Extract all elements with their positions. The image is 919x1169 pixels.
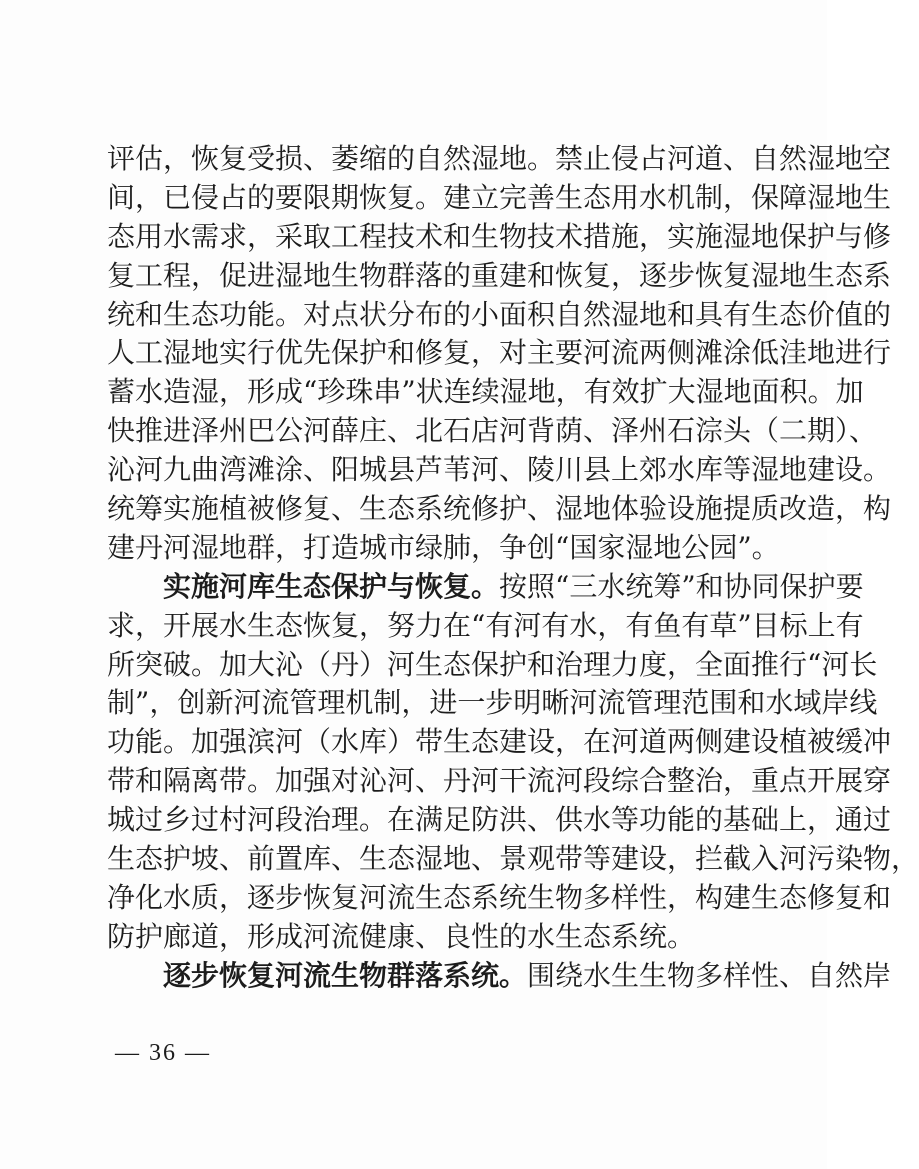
text-line bbox=[107, 451, 892, 490]
line-text: 复工程，促进湿地生物群落的重建和恢复，逐步恢复湿地生态系 bbox=[107, 258, 892, 292]
line-text: 态用水需求，采取工程技术和生物技术措施，实施湿地保护与修 bbox=[107, 219, 892, 253]
text-line bbox=[107, 918, 729, 957]
line-text: 城过乡过村河段治理。在满足防洪、供水等功能的基础上，通过 bbox=[107, 803, 892, 837]
paragraph bbox=[107, 140, 892, 568]
line-text: 统筹实施植被修复、生态系统修护、湿地体验设施提质改造，构 bbox=[107, 492, 892, 526]
text-line bbox=[107, 529, 780, 568]
line-text: 统和生态功能。对点状分布的小面积自然湿地和具有生态价值的 bbox=[107, 297, 892, 331]
text-line bbox=[107, 762, 892, 801]
line-text: 净化水质，逐步恢复河流生态系统生物多样性，构建生态修复和 bbox=[107, 880, 892, 914]
line-text: 人工湿地实行优先保护和修复，对主要河流两侧滩涂低洼地进行 bbox=[107, 336, 892, 370]
text-line bbox=[107, 568, 864, 607]
line-text: 评估，恢复受损、萎缩的自然湿地。禁止侵占河道、自然湿地空 bbox=[107, 142, 892, 175]
text-line bbox=[107, 801, 892, 840]
line-text: 求，开展水生态恢复，努力在“有河有水，有鱼有草”目标上有 bbox=[107, 608, 864, 642]
line-text: 功能。加强滨河（水库）带生态建设，在河道两侧建设植被缓冲 bbox=[107, 725, 892, 759]
line-text: 防护廊道，形成河流健康、良性的水生态系统。 bbox=[107, 919, 696, 953]
page-number: — 36 — bbox=[115, 1040, 211, 1066]
text-line bbox=[107, 957, 892, 996]
text-line bbox=[107, 296, 892, 335]
body-text bbox=[107, 140, 919, 996]
line-text: 围绕水生生物多样性、自然岸 bbox=[527, 958, 892, 992]
line-text: 按照“三水统筹”和协同保护要 bbox=[499, 569, 864, 603]
text-line bbox=[107, 723, 892, 762]
bold-heading: 实施河库生态保护与恢复。 bbox=[163, 569, 500, 603]
text-line bbox=[107, 607, 864, 646]
line-text: 间，已侵占的要限期恢复。建立完善生态用水机制，保障湿地生 bbox=[107, 180, 892, 214]
line-text: 快推进泽州巴公河薛庄、北石店河背荫、泽州石淙头（二期）、 bbox=[107, 414, 878, 448]
text-line bbox=[107, 840, 919, 879]
bold-heading: 逐步恢复河流生物群落系统。 bbox=[163, 958, 528, 992]
text-line bbox=[107, 684, 878, 723]
text-line bbox=[107, 179, 892, 218]
text-line bbox=[107, 879, 892, 918]
text-line bbox=[107, 140, 892, 179]
text-line bbox=[107, 257, 892, 296]
line-text: 沁河九曲湾滩涂、阳城县芦苇河、陵川县上郊水库等湿地建设。 bbox=[107, 453, 892, 487]
text-line bbox=[107, 218, 892, 257]
line-text: 蓄水造湿，形成“珍珠串”状连续湿地，有效扩大湿地面积。加 bbox=[107, 375, 864, 409]
line-text: 带和隔离带。加强对沁河、丹河干流河段综合整治，重点开展穿 bbox=[107, 764, 892, 798]
text-line bbox=[107, 490, 892, 529]
text-line bbox=[107, 334, 892, 373]
text-line bbox=[107, 412, 878, 451]
line-text: 制”，创新河流管理机制，进一步明晰河流管理范围和水域岸线 bbox=[107, 686, 878, 720]
line-text: 生态护坡、前置库、生态湿地、景观带等建设，拦截入河污染物， bbox=[107, 842, 919, 876]
text-line bbox=[107, 646, 878, 685]
paragraph bbox=[107, 568, 919, 957]
paragraph bbox=[107, 957, 892, 996]
text-line bbox=[107, 373, 864, 412]
line-text: 建丹河湿地群，打造城市绿肺，争创“国家湿地公园”。 bbox=[107, 530, 780, 564]
line-text: 所突破。加大沁（丹）河生态保护和治理力度，全面推行“河长 bbox=[107, 647, 878, 681]
